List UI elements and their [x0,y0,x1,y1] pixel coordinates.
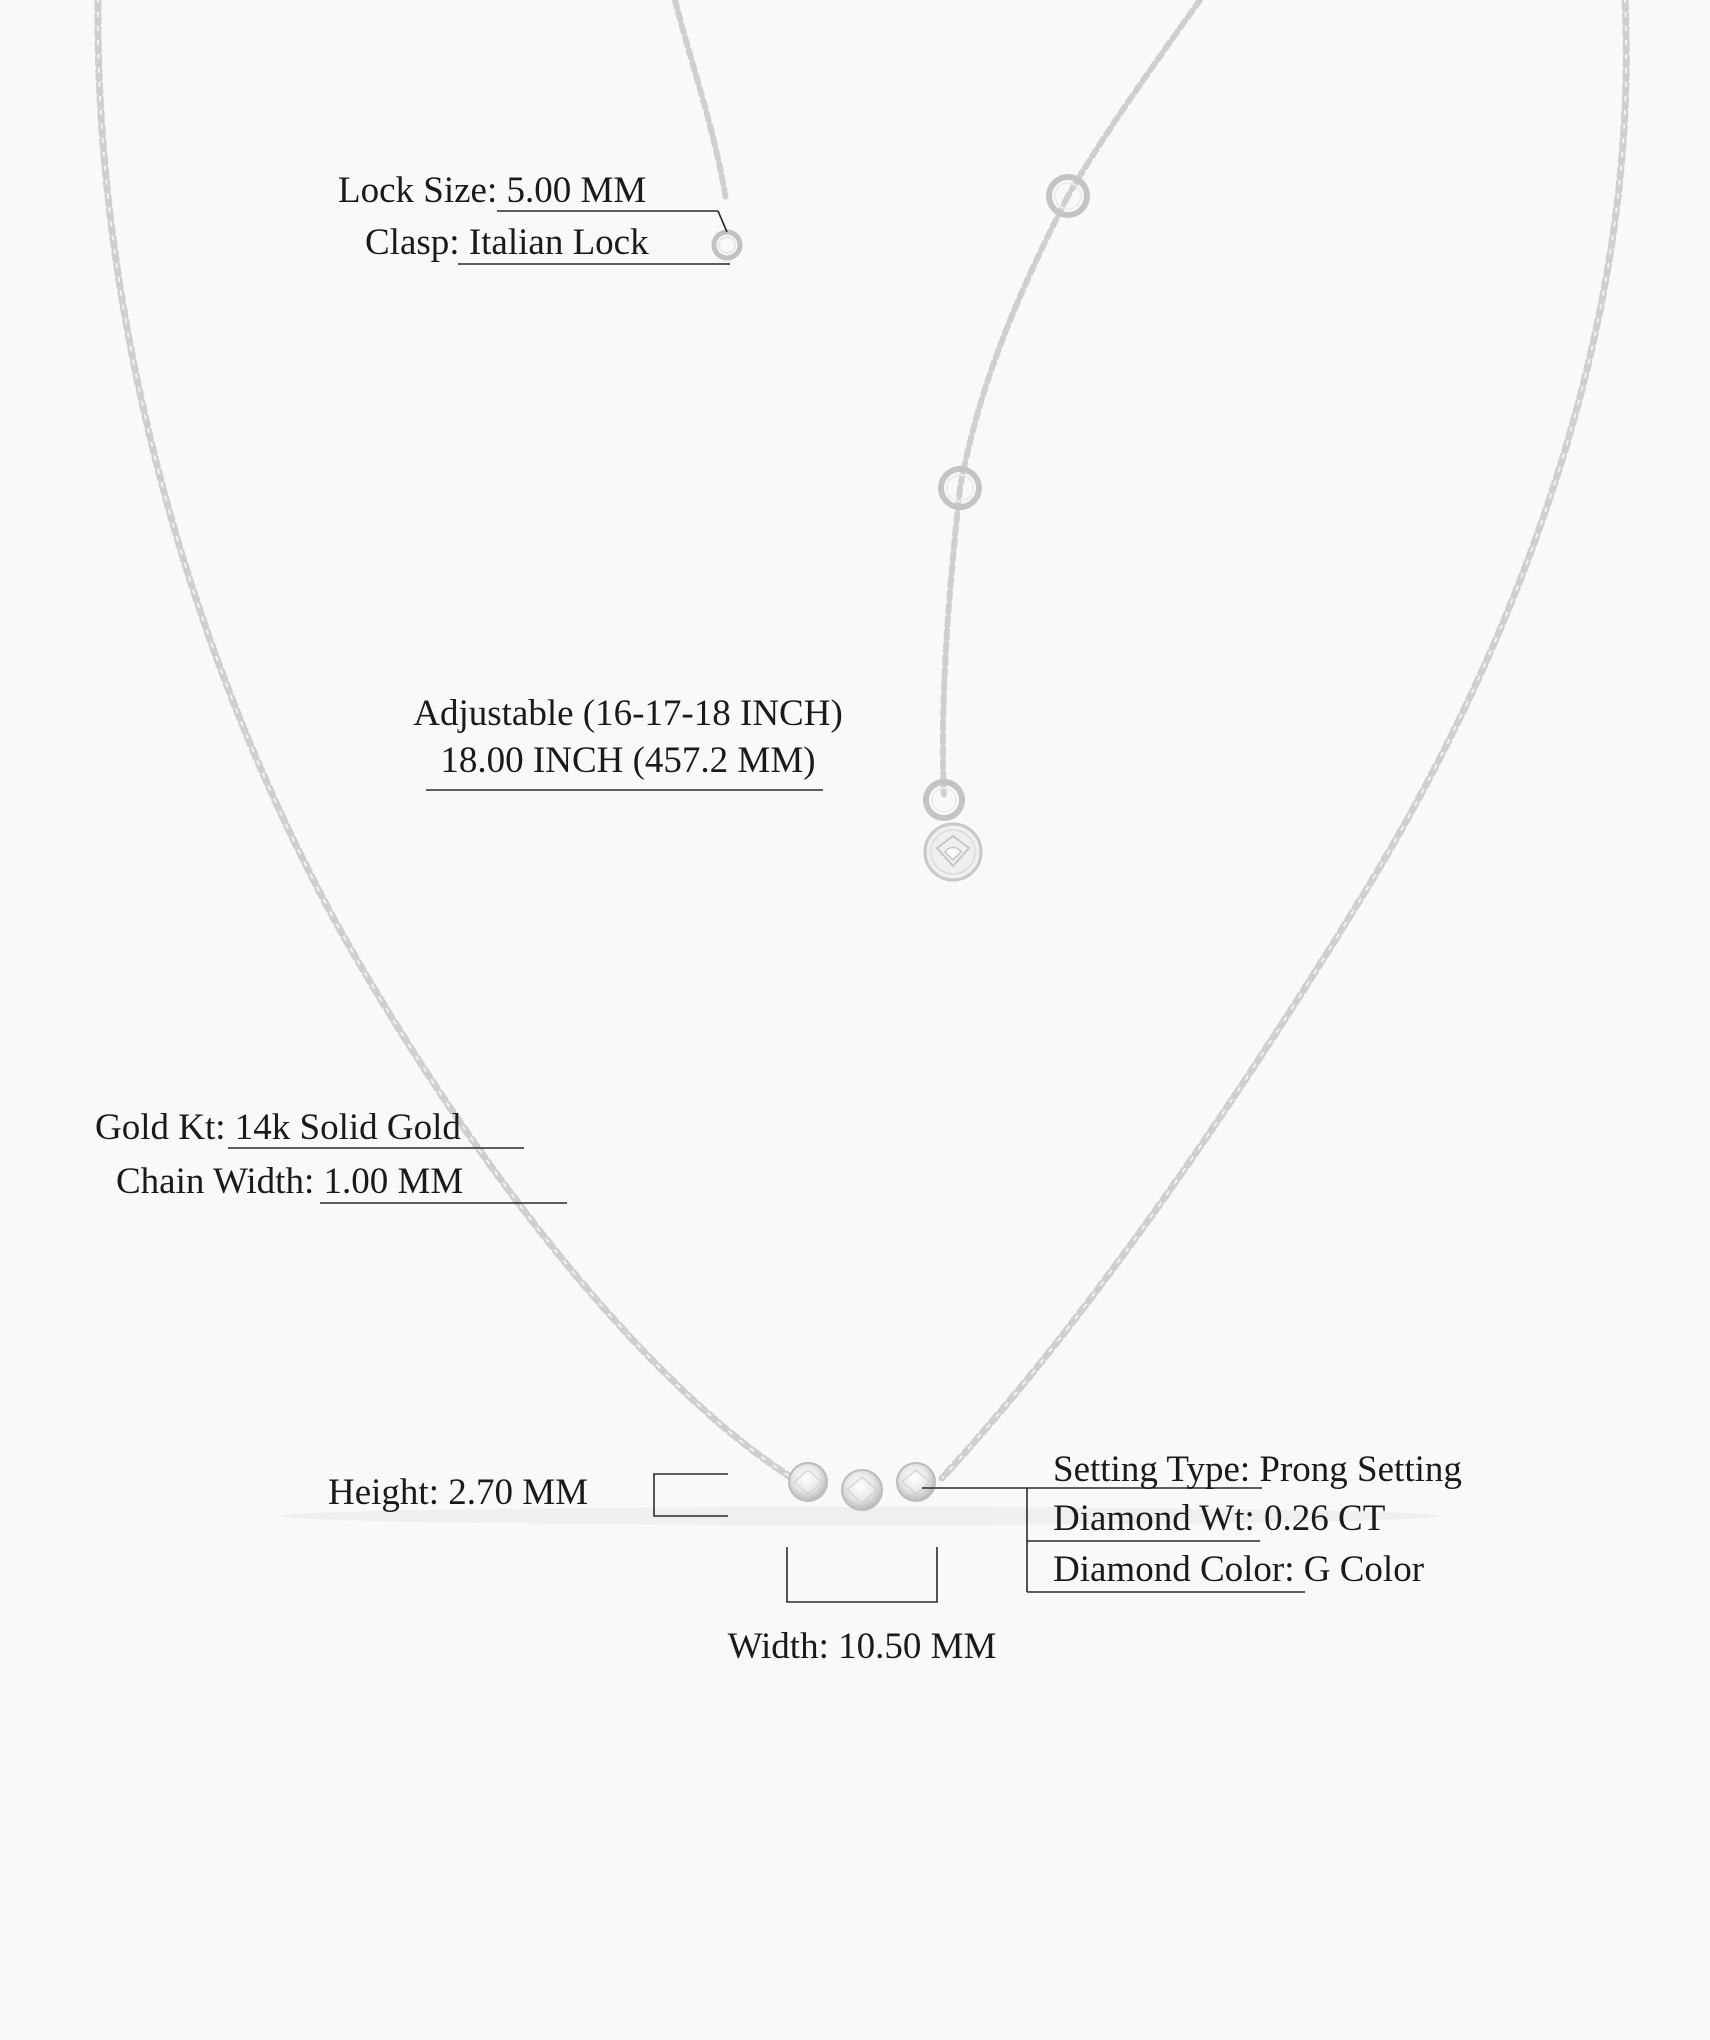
round-diamond-icon [789,1463,827,1501]
setting-type-label: Setting Type: [1053,1449,1251,1490]
clasp-spec [365,224,649,261]
round-diamond-icon [897,1463,935,1501]
gold-kt-label: Gold Kt: [95,1107,226,1148]
clasp-value: Italian Lock [468,222,649,263]
lock-size-value: 5.00 MM [506,170,647,211]
gold-kt-value: 14k Solid Gold [234,1107,461,1148]
setting-type-spec [1053,1451,1462,1488]
lock-size-spec [338,172,646,209]
diamond-row [789,1463,935,1510]
chain-width-spec [116,1163,463,1200]
length-text: 18.00 INCH (457.2 MM) [440,740,816,781]
brand-tag-icon [925,824,981,880]
right-chain [942,0,1626,1478]
leader-lines [228,211,1305,1602]
width-value: 10.50 MM [838,1626,997,1667]
adjustable-spec-line1 [370,695,886,732]
height-value: 2.70 MM [448,1472,589,1513]
diamond-wt-label: Diamond Wt: [1053,1498,1255,1539]
clasp-label: Clasp: [365,222,460,263]
lock-icon [714,232,740,258]
setting-type-value: Prong Setting [1259,1449,1462,1490]
height-label: Height: [328,1472,439,1513]
width-label: Width: [727,1626,829,1667]
lock-size-label: Lock Size: [338,170,498,211]
adjustable-spec-line2 [370,742,886,779]
diamond-wt-value: 0.26 CT [1264,1498,1386,1539]
round-diamond-icon [842,1470,882,1510]
diamond-color-spec [1053,1551,1424,1588]
extender-chain [943,0,1200,798]
extender-ring-3-icon [926,782,962,818]
height-spec [328,1474,588,1511]
diamond-color-label: Diamond Color: [1053,1549,1295,1590]
diamond-wt-spec [1053,1500,1385,1537]
clasp-chain [675,0,726,200]
diamond-color-value: G Color [1303,1549,1425,1590]
adjustable-text: Adjustable (16-17-18 INCH) [413,693,843,734]
width-spec [700,1628,1024,1665]
chain-width-label: Chain Width: [116,1161,315,1202]
chain-width-value: 1.00 MM [323,1161,464,1202]
gold-kt-spec [95,1109,461,1146]
